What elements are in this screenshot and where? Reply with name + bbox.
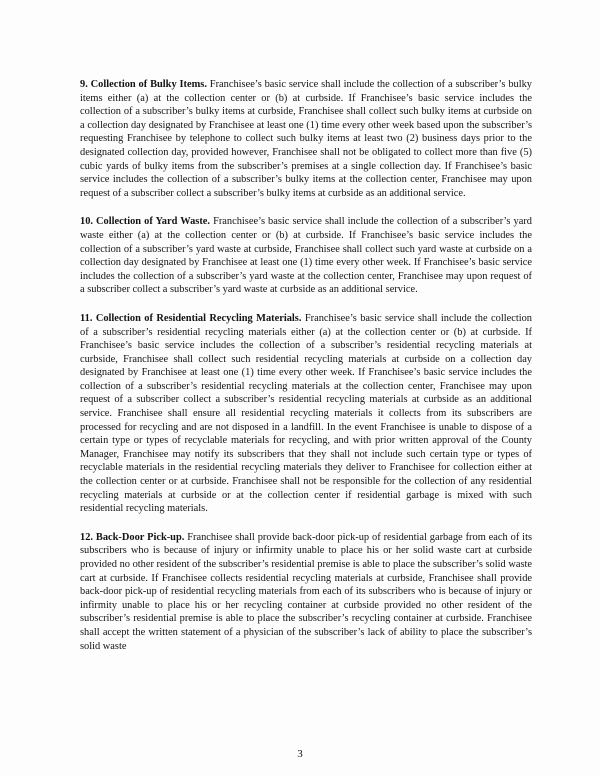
section-recycling-materials [80, 312, 532, 516]
section-body: Franchisee’s basic service shall include the collection of a subscriber’s yard waste either (a) at the collection center or (b) at curbside. If Franchisee’s basic service includes the collection of a subscriber’s yard waste at curbside, Franchisee shall collect such yard waste at curbside on a collection day designated by Franchisee at least one (1) time every other week. If Franchisee’s basic service includes the collection of a subscriber’s yard waste at the collection center, Franchisee may upon request of a subscriber collect a subscriber’s yard waste at curbside as an additional service. [80, 216, 532, 296]
section-body: Franchisee’s basic service shall include the collection of a subscriber’s bulky items either (a) at the collection center or (b) at curbside. If Franchisee’s basic service includes the collection of a subscriber’s bulky items at curbside, Franchisee shall collect such bulky items at curbside on a collection day designated by Franchisee at least one (1) time every other week based upon the subscriber’s requesting Franchisee by telephone to collect such bulky items at least two (2) business days prior to the designated collection day, provided however, Franchisee shall not be obligated to collect more than five (5) cubic yards of bulky items from the subscriber’s premises at a single collection day. If Franchisee’s basic service includes the collection of a subscriber’s bulky items at the collection center, Franchisee may upon request of a subscriber collect a subscriber’s bulky items at curbside as an additional service. [80, 79, 532, 199]
section-yard-waste [80, 215, 532, 297]
section-title: 12. Back-Door Pick-up. [80, 531, 185, 543]
section-back-door-pickup [80, 531, 532, 653]
section-body: Franchisee shall provide back-door pick-up of residential garbage from each of its subscribers who is because of injury or infirmity unable to place his or her solid waste cart at curbside provided no other resident of the subscriber’s residential premise is able to place the subscriber’s solid waste cart at curbside. If Franchisee collects residential recycling materials at curbside, Franchisee shall provide back-door pick-up of residential recycling materials from each of its subscribers who is because of injury or infirmity unable to place his or her recycling container at curbside provided no other resident of the subscriber’s residential premise is able to place the subscriber’s recycling container at curbside. Franchisee shall accept the written statement of a physician of the subscriber’s lack of ability to place the subscriber’s solid waste [80, 531, 533, 652]
section-title: 9. Collection of Bulky Items. [80, 79, 207, 90]
section-bulky-items [80, 78, 532, 200]
section-title: 11. Collection of Residential Recycling Materials. [80, 312, 302, 324]
section-title: 10. Collection of Yard Waste. [80, 216, 210, 228]
page-number: 3 [297, 748, 303, 760]
section-body: Franchisee’s basic service shall include the collection of a subscriber’s residential recycling materials either (a) at the collection center or (b) at curbside. If Franchisee’s basic service includes the collection of a subscriber’s residential recycling materials at curbside, Franchisee shall collect such residential recycling materials at curbside on a collection day designated by Franchisee at least one (1) time every other week. If Franchisee’s basic service includes the collection of a subscriber’s residential recycling materials at the collection center, Franchisee may upon request of a subscriber collect a subscriber’s residential recycling materials at curbside as an additional service. Franchisee shall ensure all residential recycling materials it collects from its subscribers are processed for recycling and are not disposed in a landfill. In the event Franchisee is unable to dispose of a certain type or types of recyclable materials for recycling, and with prior written approval of the County Manager, Franchisee may notify its subscribers that they shall not include such certain type or types of recyclable materials in the residential recycling materials they deliver to Franchisee for collection either at the collection center or at curbside. Franchisee shall not be responsible for the collection of any residential recycling materials at curbside or at the collection center if residential garbage is mixed with such residential recycling materials. [80, 312, 532, 515]
page-content [80, 78, 532, 668]
